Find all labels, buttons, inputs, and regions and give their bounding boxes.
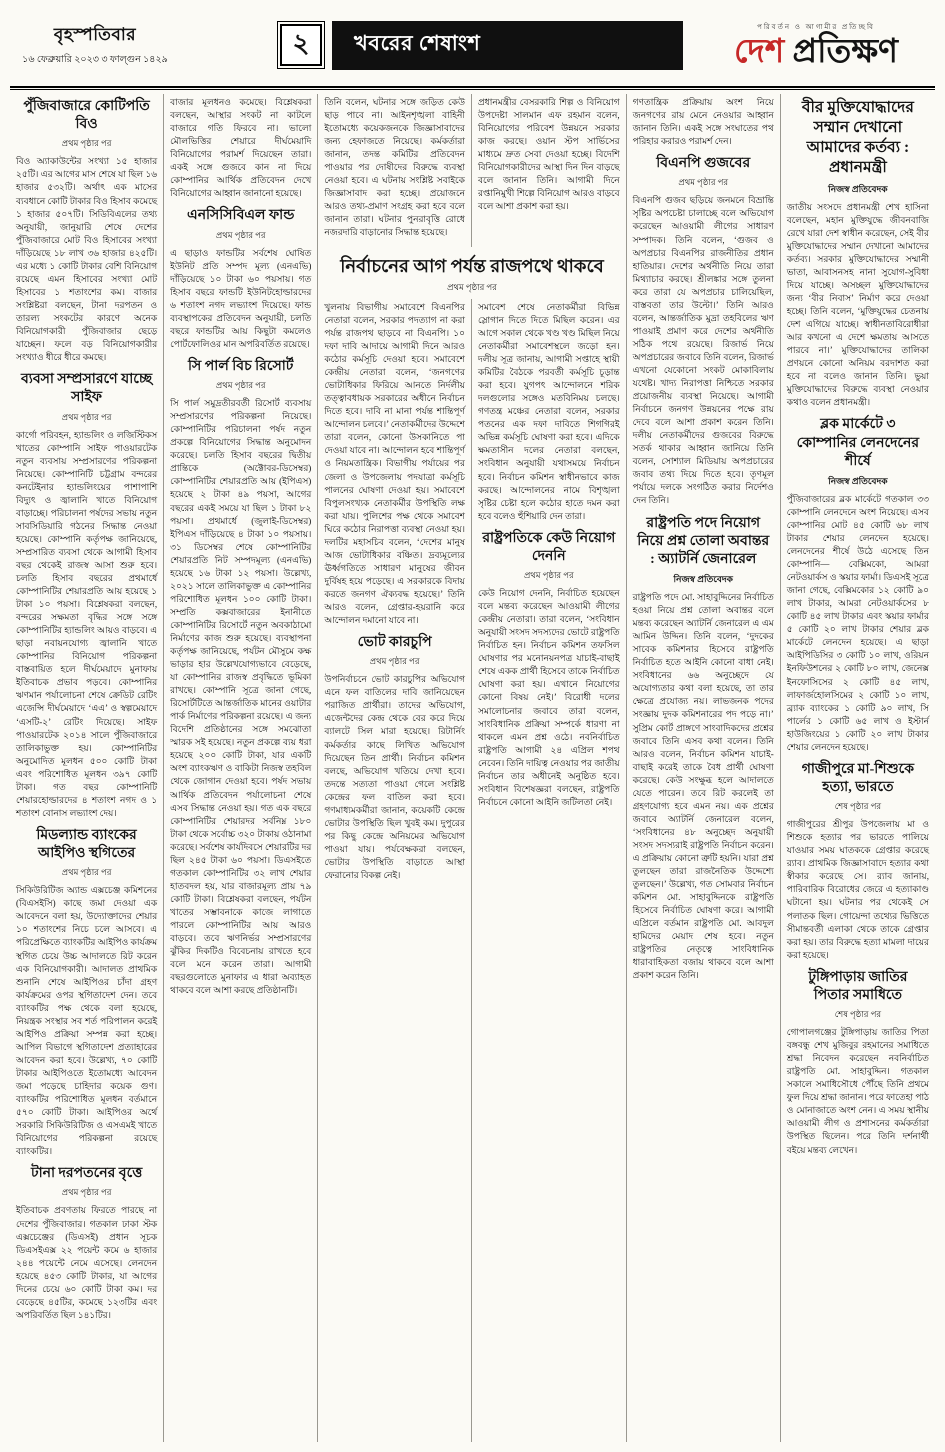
story-bnp-gujob — [633, 155, 774, 507]
story-headline: গাজীপুরে মা-শিশুকে হত্যা, ভারতে — [801, 761, 915, 795]
byline: নিজস্ব প্রতিবেদক — [673, 574, 733, 585]
continued-label: প্রথম পৃষ্ঠার পর — [61, 867, 112, 878]
continuation-row — [318, 94, 625, 247]
column-5 — [627, 94, 781, 1442]
masthead — [697, 21, 935, 70]
story-dorpoton — [16, 1165, 157, 1322]
story-vote-karchupi — [324, 634, 465, 882]
story-body-row — [318, 299, 625, 1442]
story-nccbl-fund — [170, 207, 311, 351]
column-4-bottom — [472, 299, 626, 1442]
continued-label: প্রথম পৃষ্ঠার পর — [61, 1187, 112, 1198]
story-tungipara — [787, 969, 929, 1157]
story-headline: ভোট কারচুপি — [357, 635, 432, 651]
logo-word-1: দেশ — [733, 33, 785, 70]
weekday-label: বৃহস্পতিবার — [53, 25, 137, 44]
story-body: গাজীপুরের শ্রীপুর উপজেলায় মা ও শিশুকে হত্যার পর ভারতে পালিয়ে যাওয়ার সময় ঘাতককে গ্রেপ্তার করেছে র‌্যাব। প্রাথমিক জিজ্ঞাসাবাদে হত্যার কথা স্বীকার করেছে সে। র‌্যাব জানায়, পারিবারিক বিরোধের জেরে এ হত্যাকাণ্ড ঘটানো হয়। ঘটনার পর থেকেই সে পলাতক ছিল। গোয়েন্দা তথ্যের ভিত্তিতে সীমান্তবর্তী এলাকা থেকে তাকে গ্রেপ্তার করা হয়। তার বিরুদ্ধে হত্যা মামলা দায়ের করা হয়েছে। — [786, 819, 929, 960]
story-body: কেউ নিয়োগ দেননি, নির্বাচিত হয়েছেন বলে মন্তব্য করেছেন আওয়ামী লীগের কেন্দ্রীয় নেতারা। তারা বলেন, ‘সংবিধান অনুযায়ী সংসদ সদস্যদের ভোটে রাষ্ট্রপতি নির্বাচিত হন। নির্বাচন কমিশন তফসিল ঘোষণার পর মনোনয়নপত্র যাচাই-বাছাই শেষে একক প্রার্থী হিসেবে তাকে নির্বাচিত ঘোষণা করা হয়। এখানে নিয়োগের কোনো বিষয় নেই।’ বিরোধী দলের সমালোচনার জবাবে তারা বলেন, সাংবিধানিক প্রক্রিয়া সম্পর্কে ধারণা না থাকলে এমন প্রশ্ন ওঠে। নবনির্বাচিত রাষ্ট্রপতি আগামী ২৪ এপ্রিল শপথ নেবেন। তিনি দায়িত্ব নেওয়ার পর জাতীয় নির্বাচন তার অধীনেই অনুষ্ঠিত হবে। সংবিধান বিশেষজ্ঞরা বলছেন, রাষ্ট্রপতি নির্বাচনে কোনো আইনি জটিলতা নেই। — [477, 588, 620, 807]
story-body: জাতীয় সংসদে প্রধানমন্ত্রী শেখ হাসিনা বলেছেন, মহান মুক্তিযুদ্ধে জীবনবাজি রেখে যারা দেশ স্বাধীন করেছেন, সেই বীর মুক্তিযোদ্ধাদের সম্মান দেখানো আমাদের কর্তব্য। সরকার মুক্তিযোদ্ধাদের সম্মানী ভাতা, আবাসনসহ নানা সুযোগ-সুবিধা দিয়ে যাচ্ছে। অসচ্ছল মুক্তিযোদ্ধাদের জন্য ‘বীর নিবাস’ নির্মাণ করে দেওয়া হচ্ছে। তিনি বলেন, ‘মুক্তিযুদ্ধের চেতনায় দেশ এগিয়ে যাচ্ছে। স্বাধীনতাবিরোধীরা আর কখনো এ দেশে ক্ষমতায় আসতে পারবে না।’ মুক্তিযোদ্ধাদের তালিকা প্রণয়নে কোনো অনিয়ম বরদাশত করা হবে না বলেও জানান তিনি। ভুয়া মুক্তিযোদ্ধাদের বিরুদ্ধে ব্যবস্থা নেওয়ার কথাও বলেন প্রধানমন্ত্রী। — [786, 201, 929, 408]
columns-3-4 — [318, 94, 626, 1442]
date-block — [10, 22, 180, 68]
column-3-bottom — [318, 299, 472, 1442]
byline: নিজস্ব প্রতিবেদক — [828, 183, 888, 194]
column-2 — [164, 94, 318, 1442]
story-attorney-general — [633, 515, 774, 983]
story-rashtropoti-niyog — [478, 530, 620, 809]
continued-label: প্রথম পৃষ্ঠার পর — [61, 411, 112, 422]
story-kotipoti-bio — [16, 98, 157, 364]
story-headline: বিএনপি গুজবের — [656, 156, 751, 172]
story-body: রাষ্ট্রপতি পদে মো. সাহাবুদ্দিনের নির্বাচিত হওয়া নিয়ে প্রশ্ন তোলা অবান্তর বলে মন্তব্য করেছেন অ্যাটর্নি জেনারেল এ এম আমিন উদ্দিন। তিনি বলেন, ‘দুদকের সাবেক কমিশনার হিসেবে রাষ্ট্রপতি নির্বাচিত হতে আইনি কোনো বাধা নেই। সংবিধানের ৬৬ অনুচ্ছেদে যে অযোগ্যতার কথা বলা হয়েছে, তা তার ক্ষেত্রে প্রযোজ্য নয়। লাভজনক পদের সংজ্ঞায় দুদক কমিশনারের পদ পড়ে না।’ সুপ্রিম কোর্ট প্রাঙ্গণে সাংবাদিকদের প্রশ্নের জবাবে তিনি এসব কথা বলেন। তিনি আরও বলেন, নির্বাচন কমিশন যাচাই-বাছাই করেই তাকে বৈধ প্রার্থী ঘোষণা করেছে। কেউ সংক্ষুব্ধ হলে আদালতে যেতে পারেন। তবে রিট করলেই তা গ্রহণযোগ্য হবে এমন নয়। এক প্রশ্নের জবাবে অ্যাটর্নি জেনারেল বলেন, ‘সংবিধানের ৪৮ অনুচ্ছেদ অনুযায়ী সংসদ সদস্যরাই রাষ্ট্রপতি নির্বাচন করেন। এ প্রক্রিয়ায় কোনো ত্রুটি হয়নি। যারা প্রশ্ন তুলছেন তারা রাজনৈতিক উদ্দেশ্যে তুলছেন।’ উল্লেখ্য, গত সোমবার নির্বাচন কমিশন মো. সাহাবুদ্দিনকে রাষ্ট্রপতি হিসেবে নির্বাচিত ঘোষণা করে। আগামী এপ্রিলে বর্তমান রাষ্ট্রপতি মো. আবদুল হামিদের মেয়াদ শেষ হবে। নতুন রাষ্ট্রপতির নেতৃত্বে সাংবিধানিক ধারাবাহিকতা বজায় থাকবে বলে আশা প্রকাশ করেন তিনি। — [632, 592, 774, 981]
header-rule — [10, 86, 935, 90]
story-headline: রাষ্ট্রপতিকে কেউ নিয়োগ দেননি — [482, 530, 616, 564]
story-body: সমাবেশ শেষে নেতাকর্মীরা বিভিন্ন স্লোগান দিতে দিতে মিছিল করেন। এর আগে সকাল থেকে খণ্ড খণ্ড মিছিল নিয়ে নেতাকর্মীরা সমাবেশস্থলে জড়ো হন। দলীয় সূত্র জানায়, আগামী সপ্তাহে স্থায়ী কমিটির বৈঠকে পরবর্তী কর্মসূচি চূড়ান্ত করা হবে। যুগপৎ আন্দোলনে শরিক দলগুলোর সঙ্গেও মতবিনিময় চলছে। গণতন্ত্র মঞ্চের নেতারা বলেন, সরকার পতনের এক দফা দাবিতে শিগগিরই অভিন্ন কর্মসূচি ঘোষণা করা হবে। এদিকে ক্ষমতাসীন দলের নেতারা বলছেন, সংবিধান অনুযায়ী যথাসময়ে নির্বাচন হবে। নির্বাচন কমিশন স্বাধীনভাবে কাজ করছে। আন্দোলনের নামে বিশৃঙ্খলা সৃষ্টির চেষ্টা হলে কঠোর হাতে দমন করা হবে বলেও হুঁশিয়ারি দেন তারা। — [477, 301, 620, 521]
continuation-text: বাজার মূলধনও কমেছে। বিশ্লেষকরা বলছেন, আস্থার সংকট না কাটলে বাজারে গতি ফিরবে না। ভালো মৌলভিত্তির শেয়ারে দীর্ঘমেয়াদি বিনিয়োগের পরামর্শ দিয়েছেন তারা। একই সঙ্গে গুজবে কান না দিয়ে কোম্পানির আর্থিক প্রতিবেদন দেখে বিনিয়োগের আহ্বান জানানো হয়েছে। — [170, 97, 312, 199]
story-body: গোপালগঞ্জের টুঙ্গিপাড়ায় জাতির পিতা বঙ্গবন্ধু শেখ মুজিবুর রহমানের সমাধিতে শ্রদ্ধা নিবেদন করেছেন নবনির্বাচিত রাষ্ট্রপতি মো. সাহাবুদ্দিন। গতকাল সকালে সমাধিসৌধে পৌঁছে তিনি প্রথমে ফুল দিয়ে শ্রদ্ধা জানান। পরে ফাতেহা পাঠ ও মোনাজাতে অংশ নেন। এ সময় স্থানীয় আওয়ামী লীগ ও প্রশাসনের কর্মকর্তারা উপস্থিত ছিলেন। পরে তিনি দর্শনার্থী বইয়ে মন্তব্য লেখেন। — [786, 1027, 929, 1155]
column-1 — [10, 94, 164, 1442]
story-body: সি পার্ল সমুদ্রতীরবর্তী রিসোর্ট ব্যবসায় সম্প্রসারণের পরিকল্পনা নিয়েছে। কোম্পানিটির পরিচালনা পর্ষদ নতুন প্রকল্পে বিনিয়োগের সিদ্ধান্ত অনুমোদন করেছে। চলতি হিসাব বছরের দ্বিতীয় প্রান্তিকে (অক্টোবর-ডিসেম্বর) কোম্পানিটির শেয়ারপ্রতি আয় (ইপিএস) হয়েছে ২ টাকা ৪৯ পয়সা, আগের বছরের একই সময়ে যা ছিল ১ টাকা ৮২ পয়সা। প্রথমার্ধে (জুলাই-ডিসেম্বর) ইপিএস দাঁড়িয়েছে ৪ টাকা ১০ পয়সায়। ৩১ ডিসেম্বর শেষে কোম্পানিটির শেয়ারপ্রতি নিট সম্পদমূল্য (এনএভি) হয়েছে ১৬ টাকা ১২ পয়সা। উল্লেখ্য, ২০২১ সালে তালিকাভুক্ত এ কোম্পানির পরিশোধিত মূলধন ১০০ কোটি টাকা। সম্প্রতি কক্সবাজারের ইনানীতে কোম্পানিটির রিসোর্টে নতুন অবকাঠামো নির্মাণের কাজ শুরু হয়েছে। ব্যবস্থাপনা কর্তৃপক্ষ জানিয়েছে, পর্যটন মৌসুমে কক্ষ ভাড়ার হার উল্লেখযোগ্যভাবে বেড়েছে, যা কোম্পানির রাজস্ব প্রবৃদ্ধিতে ভূমিকা রাখছে। কোম্পানি সূত্রে জানা গেছে, রিসোর্টটিতে আন্তর্জাতিক মানের ওয়াটার পার্ক নির্মাণের পরিকল্পনা রয়েছে। এ জন্য বিদেশি প্রতিষ্ঠানের সঙ্গে সমঝোতা স্মারক সই হয়েছে। নতুন প্রকল্পে ব্যয় ধরা হয়েছে ২০০ কোটি টাকা, যার একটি অংশ ব্যাংকঋণ ও বাকিটা নিজস্ব তহবিল থেকে জোগান দেওয়া হবে। পর্ষদ সভায় আর্থিক প্রতিবেদন পর্যালোচনা শেষে এসব সিদ্ধান্ত নেওয়া হয়। গত এক বছরে কোম্পানিটির শেয়ারদর সর্বনিম্ন ১৮০ টাকা থেকে সর্বোচ্চ ৩২০ টাকায় ওঠানামা করেছে। সর্বশেষ কার্যদিবসে শেয়ারটির দর ছিল ২৪৫ টাকা ৬০ পয়সা। ডিএসইতে গতকাল কোম্পানিটির ৩২ লাখ শেয়ার হাতবদল হয়, যার বাজারমূল্য প্রায় ৭৯ কোটি টাকা। বিশ্লেষকরা বলছেন, পর্যটন খাতের সম্ভাবনাকে কাজে লাগাতে পারলে কোম্পানিটির আয় আরও বাড়বে। তবে ঋণনির্ভর সম্প্রসারণের ঝুঁকির দিকটিও বিবেচনায় রাখতে হবে বলে মনে করেন তারা। আগামী বছরগুলোতে মুনাফার এ ধারা অব্যাহত থাকবে বলে আশা করছে প্রতিষ্ঠানটি। — [170, 398, 312, 996]
continued-label: প্রথম পৃষ্ঠার পর — [61, 138, 112, 149]
continuation-text: গণতান্ত্রিক প্রক্রিয়ায় অংশ নিয়ে জনগণের রায় মেনে নেওয়ার আহ্বান জানান তিনি। একই সঙ্গে সংঘাতের পথ পরিহার করারও পরামর্শ দেন। — [632, 97, 774, 147]
column-4-top — [472, 94, 626, 247]
logo-word-2: প্রতিক্ষণ — [792, 33, 899, 70]
section-title: খবরের শেষাংশ — [354, 30, 481, 55]
continued-label: শেষ পৃষ্ঠার পর — [834, 1009, 882, 1020]
continued-label: প্রথম পৃষ্ঠার পর — [678, 177, 729, 188]
newspaper-logo — [697, 35, 935, 70]
continued-label: প্রথম পৃষ্ঠার পর — [369, 656, 420, 667]
story-body: উপনির্বাচনে ভোট কারচুপির অভিযোগ এনে ফল বাতিলের দাবি জানিয়েছেন পরাজিত প্রার্থীরা। তাদের অভিযোগ, এজেন্টদের কেন্দ্র থেকে বের করে দিয়ে ব্যালটে সিল মারা হয়েছে। রিটার্নিং কর্মকর্তার কাছে লিখিত অভিযোগ দিয়েছেন তিন প্রার্থী। নির্বাচন কমিশন বলছে, অভিযোগ খতিয়ে দেখা হবে। তদন্তে সত্যতা পাওয়া গেলে সংশ্লিষ্ট কেন্দ্রের ফল বাতিল করা হবে। গণমাধ্যমকর্মীরা জানান, কয়েকটি কেন্দ্রে ভোটার উপস্থিতি ছিল খুবই কম। দুপুরের পর কিছু কেন্দ্রে অনিয়মের অভিযোগ পাওয়া যায়। পর্যবেক্ষকরা বলছেন, ভোটার উপস্থিতি বাড়াতে আস্থা ফেরানোর বিকল্প নেই। — [324, 674, 465, 880]
story-midland-ipo — [16, 827, 157, 1158]
story-headline: পুঁজিবাজারে কোটিপতি বিও — [23, 99, 150, 133]
story-body: খুলনায় বিভাগীয় সমাবেশে বিএনপির নেতারা বলেন, সরকার পদত্যাগ না করা পর্যন্ত রাজপথ ছাড়বে না বিএনপি। ১০ দফা দাবি আদায়ে আগামী দিনে আরও কঠোর কর্মসূচি দেওয়া হবে। সমাবেশে কেন্দ্রীয় নেতারা বলেন, ‘জনগণের ভোটাধিকার ফিরিয়ে আনতে নির্দলীয় তত্ত্বাবধায়ক সরকারের অধীনে নির্বাচন দিতে হবে। দাবি না মানা পর্যন্ত শান্তিপূর্ণ আন্দোলন চলবে।’ নেতাকর্মীদের উদ্দেশে তারা বলেন, কোনো উসকানিতে পা দেওয়া যাবে না। আন্দোলন হবে শান্তিপূর্ণ ও নিয়মতান্ত্রিক। বিভাগীয় পর্যায়ের পর জেলা ও উপজেলায় পদযাত্রা কর্মসূচি পালনের ঘোষণা দেওয়া হয়। সমাবেশে বিপুলসংখ্যক নেতাকর্মীর উপস্থিতি লক্ষ করা যায়। পুলিশের পক্ষ থেকে সমাবেশ ঘিরে কঠোর নিরাপত্তা ব্যবস্থা নেওয়া হয়। দলটির মহাসচিব বলেন, ‘দেশের মানুষ আজ ভোটাধিকার বঞ্চিত। দ্রব্যমূল্যের ঊর্ধ্বগতিতে সাধারণ মানুষের জীবন দুর্বিষহ হয়ে পড়েছে। এ সরকারকে বিদায় করতে জনগণ ঐক্যবদ্ধ হয়েছে।’ তিনি আরও বলেন, গ্রেপ্তার-হয়রানি করে আন্দোলন দমানো যাবে না। — [324, 301, 465, 626]
section-title-bar — [332, 21, 683, 70]
story-headline: ব্লক মার্কেটে ৩ কোম্পানির লেনদেনের শীর্ষে — [796, 417, 920, 469]
story-block-market — [787, 416, 929, 754]
continued-label: প্রথম পৃষ্ঠার পর — [523, 570, 574, 581]
column-6 — [781, 94, 935, 1442]
masthead-tagline: পরিবর্তন ও আগামীর প্রতিচ্ছবি — [757, 22, 875, 31]
continued-label: প্রথম পৃষ্ঠার পর — [215, 380, 266, 391]
story-body: বিও অ্যাকাউন্টের সংখ্যা ১৫ হাজার ২৫টি। এর আগের মাস শেষে যা ছিল ১৬ হাজার ৫৩২টি। অর্থাৎ এক মাসের ব্যবধানে কোটি টাকার বিও হিসাব কমেছে ১ হাজার ৫০৭টি। সিডিবিএলের তথ্য অনুযায়ী, জানুয়ারি শেষে দেশের পুঁজিবাজারে মোট বিও হিসাবের সংখ্যা দাঁড়িয়েছে ১৮ লাখ ৩৬ হাজার ৪২৫টি। এর মধ্যে ১ কোটি টাকার বেশি বিনিয়োগ রয়েছে এমন হিসাবের সংখ্যা মোট হিসাবের ১ শতাংশের কম। বাজার সংশ্লিষ্টরা বলছেন, টানা দরপতন ও তারল্য সংকটের কারণে অনেক বিনিয়োগকারী পুঁজিবাজার ছেড়ে যাচ্ছেন। ফলে বড় বিনিয়োগকারীর সংখ্যাও ধীরে ধীরে কমছে। — [16, 156, 158, 363]
story-headline: ব্যবসা সম্প্রসারণে যাচ্ছে সাইফ — [20, 372, 153, 406]
story-headline: মিডল্যান্ড ব্যাংকের আইপিও স্থগিতের — [36, 827, 137, 862]
story-headline: রাষ্ট্রপতি পদে নিয়োগ নিয়ে প্রশ্ন তোলা অবান্তর : অ্যাটর্নি জেনারেল — [637, 515, 770, 567]
page-header — [0, 0, 945, 86]
story-body: পুঁজিবাজারের ব্লক মার্কেটে গতকাল ৩৩ কোম্পানি লেনদেনে অংশ নিয়েছে। এসব কোম্পানির মোট ৪৫ কোটি ৬৮ লাখ টাকার শেয়ার লেনদেন হয়েছে। লেনদেনের শীর্ষে উঠে এসেছে তিন কোম্পানি— বেক্সিমকো, আমরা নেটওয়ার্কস ও স্কয়ার ফার্মা। ডিএসই সূত্রে জানা গেছে, বেক্সিমকোর ১২ কোটি ৯০ লাখ টাকার, আমরা নেটওয়ার্কসের ৮ কোটি ৪৫ লাখ টাকার এবং স্কয়ার ফার্মার ৫ কোটি ২০ লাখ টাকার শেয়ার ব্লক মার্কেটে লেনদেন হয়েছে। এ ছাড়া আইপিডিসির ৩ কোটি ১০ লাখ, ওরিয়ন ইনফিউশনের ২ কোটি ৮০ লাখ, জেনেক্স ইনফোসিসের ২ কোটি ৪৫ লাখ, লাফার্জহোলসিমের ২ কোটি ১০ লাখ, ব্র্যাক ব্যাংকের ১ কোটি ৯০ লাখ, সি পার্লের ১ কোটি ৬৫ লাখ ও ইস্টার্ন হাউজিংয়ের ১ কোটি ২০ লাখ টাকার শেয়ার লেনদেন হয়েছে। — [786, 493, 929, 752]
date-label: ১৬ ফেব্রুয়ারি ২০২৩ ৩ ফাল্গুন ১৪২৯ — [22, 55, 168, 65]
continued-label: প্রথম পৃষ্ঠার পর — [215, 229, 266, 240]
story-headline: টানা দরপতনের বৃত্তে — [30, 1166, 143, 1182]
page-content — [10, 94, 935, 1442]
story-body: বিএনপি গুজব ছড়িয়ে জনমনে বিভ্রান্তি সৃষ্টির অপচেষ্টা চালাচ্ছে বলে অভিযোগ করেছেন আওয়ামী লীগের সাধারণ সম্পাদক। তিনি বলেন, ‘গুজব ও অপপ্রচার বিএনপির রাজনীতির প্রধান হাতিয়ার। দেশের অর্থনীতি নিয়ে তারা মিথ্যাচার করছে। শ্রীলঙ্কার সঙ্গে তুলনা করে তারা যে অপপ্রচার চালিয়েছিল, বাস্তবতা তার উল্টো।’ তিনি আরও বলেন, আন্তর্জাতিক মুদ্রা তহবিলের ঋণ পাওয়াই প্রমাণ করে দেশের অর্থনীতি সঠিক পথে রয়েছে। রিজার্ভ নিয়ে অপপ্রচারের জবাবে তিনি বলেন, রিজার্ভ এখনো যেকোনো সংকট মোকাবিলায় যথেষ্ট। খাদ্য নিরাপত্তা নিশ্চিতে সরকার প্রয়োজনীয় ব্যবস্থা নিয়েছে। আগামী নির্বাচনে জনগণ উন্নয়নের পক্ষে রায় দেবে বলে আশা প্রকাশ করেন তিনি। দলীয় নেতাকর্মীদের গুজবের বিরুদ্ধে সতর্ক থাকার আহ্বান জানিয়ে তিনি বলেন, সোশ্যাল মিডিয়ায় অপপ্রচারের জবাব তথ্য দিয়ে দিতে হবে। তৃণমূল পর্যায়ে দলকে সংগঠিত করার নির্দেশও দেন তিনি। — [632, 195, 774, 506]
byline: নিজস্ব প্রতিবেদক — [828, 475, 888, 486]
story-headline: টুঙ্গিপাড়ায় জাতির পিতার সমাধিতে — [808, 969, 908, 1003]
story-saif — [16, 371, 157, 820]
story-headline-rajpoth: নির্বাচনের আগ পর্যন্ত রাজপথে থাকবে — [340, 255, 604, 276]
story-headline: সি পার্ল বিচ রিসোর্ট — [188, 358, 294, 374]
story-body: কার্গো পরিবহন, হ্যান্ডলিং ও লজিস্টিকস খাতের কোম্পানি সাইফ পাওয়ারটেক নতুন ব্যবসায় সম্প্রসারণের পরিকল্পনা নিয়েছে। কোম্পানিটি চট্টগ্রাম বন্দরের কনটেইনার হ্যান্ডলিংয়ের পাশাপাশি বিদ্যুৎ ও জ্বালানি খাতে বিনিয়োগ বাড়াচ্ছে। পরিচালনা পর্ষদের সভায় নতুন সাবসিডিয়ারি গঠনের সিদ্ধান্ত নেওয়া হয়েছে। কোম্পানি কর্তৃপক্ষ জানিয়েছে, সম্প্রসারিত ব্যবসা থেকে আগামী হিসাব বছর থেকেই রাজস্ব আসা শুরু হবে। চলতি হিসাব বছরের প্রথমার্ধে কোম্পানিটির শেয়ারপ্রতি আয় হয়েছে ১ টাকা ১০ পয়সা। বিশ্লেষকরা বলছেন, বন্দরের সক্ষমতা বৃদ্ধির সঙ্গে সঙ্গে কোম্পানিটির হ্যান্ডলিং আয়ও বাড়বে। এ ছাড়া নবায়নযোগ্য জ্বালানি খাতে কোম্পানির বিনিয়োগ পরিকল্পনা বাস্তবায়িত হলে দীর্ঘমেয়াদে মুনাফায় ইতিবাচক প্রভাব পড়বে। কোম্পানির ঋণমান পর্যালোচনা শেষে ক্রেডিট রেটিং এজেন্সি দীর্ঘমেয়াদে ‘এএ’ ও স্বল্পমেয়াদে ‘এসটি-২’ রেটিং দিয়েছে। সাইফ পাওয়ারটেক ২০১৪ সালে পুঁজিবাজারে তালিকাভুক্ত হয়। কোম্পানিটির অনুমোদিত মূলধন ৫০০ কোটি টাকা এবং পরিশোধিত মূলধন ৩৯৭ কোটি টাকা। গত বছর কোম্পানিটি শেয়ারহোল্ডারদের ৪ শতাংশ নগদ ও ১ শতাংশ বোনাস লভ্যাংশ দেয়। — [16, 429, 158, 818]
continuation-text: তিনি বলেন, ঘটনার সঙ্গে জড়িত কেউ ছাড় পাবে না। আইনশৃঙ্খলা বাহিনী ইতোমধ্যে কয়েকজনকে জিজ্ঞাসাবাদের জন্য হেফাজতে নিয়েছে। কর্মকর্তারা জানান, তদন্ত কমিটির প্রতিবেদন পাওয়ার পর দোষীদের বিরুদ্ধে ব্যবস্থা নেওয়া হবে। এ ঘটনায় সংশ্লিষ্ট সবাইকে জিজ্ঞাসাবাদ করা হচ্ছে। প্রয়োজনে আরও তথ্য-প্রমাণ সংগ্রহ করা হবে বলে জানান তারা। ঘটনার পুনরাবৃত্তি রোধে নজরদারি বাড়ানোর সিদ্ধান্ত হয়েছে। — [324, 97, 465, 238]
story-body: সিকিউরিটিজ অ্যান্ড এক্সচেঞ্জ কমিশনের (বিএসইসি) কাছে জমা দেওয়া এক আবেদনে বলা হয়, উদ্যোক্তাদের শেয়ার ১০ শতাংশের নিচে চলে আসবে। এ পরিপ্রেক্ষিতে ব্যাংকটির আইপিও কার্যক্রম স্থগিত চেয়ে উচ্চ আদালতে রিট করেন এক বিনিয়োগকারী। আদালত প্রাথমিক শুনানি শেষে আইপিওর চাঁদা গ্রহণ কার্যক্রমের ওপর স্থগিতাদেশ দেন। তবে ব্যাংকটির পক্ষ থেকে বলা হয়েছে, নিয়ন্ত্রক সংস্থার সব শর্ত পরিপালন করেই আইপিও প্রক্রিয়া সম্পন্ন করা হচ্ছে। আপিল বিভাগে স্থগিতাদেশ প্রত্যাহারের আবেদন করা হবে। উল্লেখ্য, ৭০ কোটি টাকার আইপিওতে ইতোমধ্যে আবেদন জমা পড়েছে চাহিদার কয়েক গুণ। ব্যাংকটির পরিশোধিত মূলধন বর্তমানে ৫৭০ কোটি টাকা। আইপিওর অর্থে সরকারি সিকিউরিটিজ ও এসএমই খাতে বিনিয়োগের পরিকল্পনা রয়েছে ব্যাংকটির। — [16, 885, 158, 1157]
page-number: ২ — [292, 29, 310, 58]
story-sea-pearl — [170, 358, 311, 997]
story-headline: এনসিসিবিএল ফান্ড — [187, 208, 295, 224]
column-3-top — [318, 94, 472, 247]
continuation-text: প্রধানমন্ত্রীর বেসরকারি শিল্প ও বিনিয়োগ উপদেষ্টা সালমান এফ রহমান বলেন, বিনিয়োগের পরিবেশ উন্নয়নে সরকার কাজ করছে। ওয়ান স্টপ সার্ভিসের মাধ্যমে দ্রুত সেবা দেওয়া হচ্ছে। বিদেশি বিনিয়োগকারীদের আস্থা দিন দিন বাড়ছে বলে জানান তিনি। আগামী দিনে রপ্তানিমুখী শিল্পে বিনিয়োগ আরও বাড়বে বলে আশা প্রকাশ করা হয়। — [477, 97, 620, 212]
story-headline: বীর মুক্তিযোদ্ধাদের সম্মান দেখানো আমাদের কর্তব্য : প্রধানমন্ত্রী — [801, 99, 914, 177]
continued-label: শেষ পৃষ্ঠার পর — [834, 801, 882, 812]
page-number-box — [280, 24, 322, 66]
story-gazipur — [787, 761, 929, 962]
story-body: ইতিবাচক প্রবণতায় ফিরতে পারছে না দেশের পুঁজিবাজার। গতকাল ঢাকা স্টক এক্সচেঞ্জের (ডিএসই) প্রধান সূচক ডিএসইএক্স ২২ পয়েন্ট কমে ৬ হাজার ২৪৪ পয়েন্টে নেমে এসেছে। লেনদেন হয়েছে ৪৫৩ কোটি টাকার, যা আগের দিনের চেয়ে ৬০ কোটি টাকা কম। দর বেড়েছে ৪৫টির, কমেছে ১২৩টির এবং অপরিবর্তিত ছিল ১৪১টির। — [16, 1205, 158, 1320]
continued-label: প্রথম পৃষ্ঠার পর — [447, 281, 497, 292]
story-body: এ ছাড়াও ফান্ডটির সর্বশেষ ঘোষিত ইউনিট প্রতি সম্পদ মূল্য (এনএভি) দাঁড়িয়েছে ১০ টাকা ৬০ পয়সায়। গত হিসাব বছরে ফান্ডটি ইউনিটহোল্ডারদের ৬ শতাংশ নগদ লভ্যাংশ দিয়েছে। ফান্ড ব্যবস্থাপকের প্রতিবেদন অনুযায়ী, চলতি বছরে ফান্ডটির আয় কিছুটা কমলেও পোর্টফোলিওর মান অপরিবর্তিত রয়েছে। — [170, 247, 312, 349]
story-muktijoddha — [787, 98, 929, 409]
